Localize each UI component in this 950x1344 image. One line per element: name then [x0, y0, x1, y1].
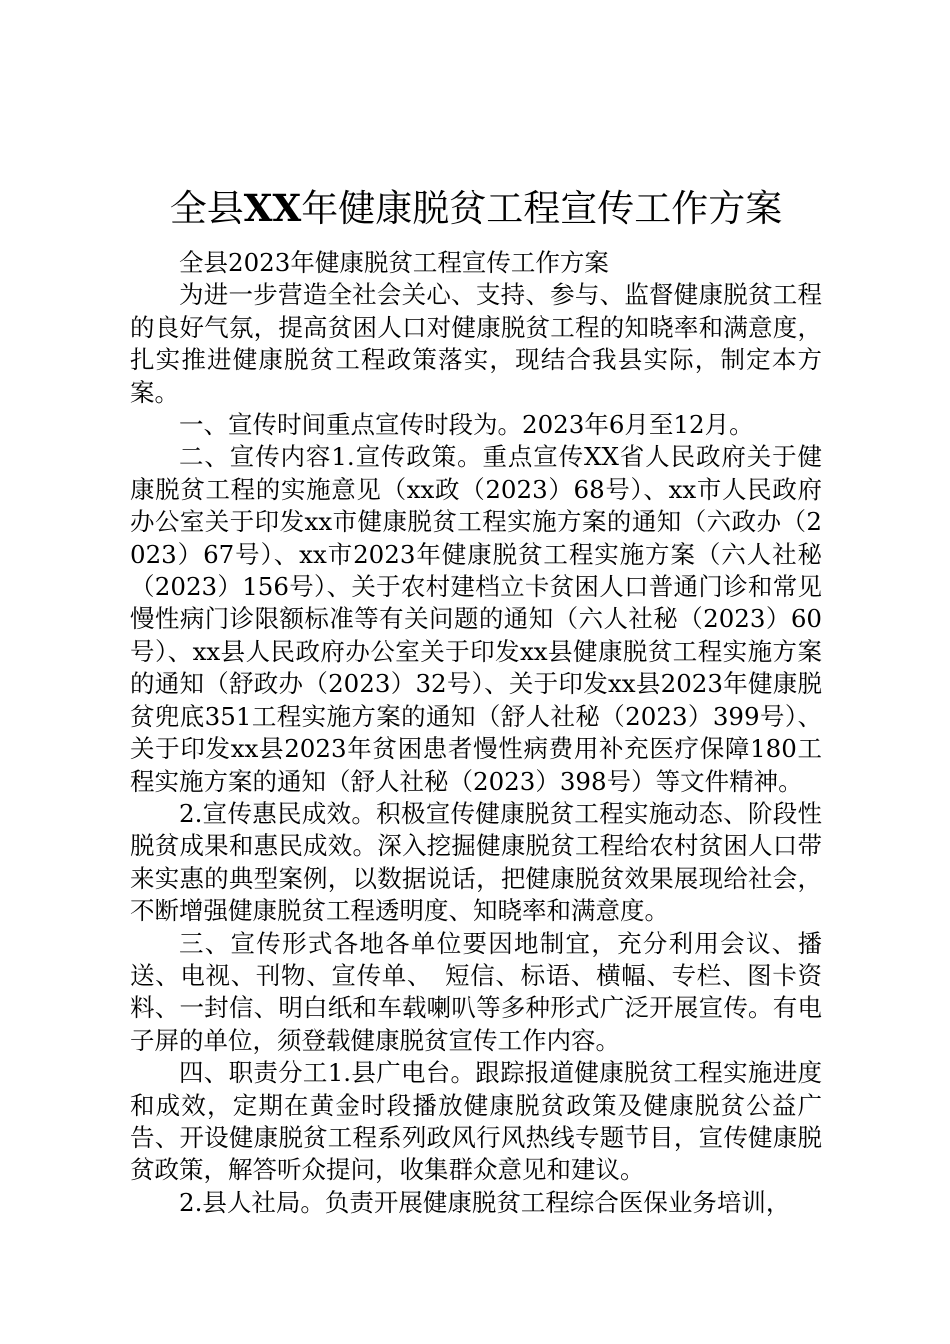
- title-suffix: 年健康脱贫工程宣传工作方案: [301, 187, 783, 230]
- paragraph-subtitle: 全县2023年健康脱贫工程宣传工作方案: [179, 248, 609, 277]
- paragraph-forms: 三、宣传形式各地各单位要因地制宜，充分利用会议、播送、电视、刊物、宣传单、 短信、标语、横幅、专栏、图卡资料、一封信、明白纸和车载喇叭等多种形式广泛开展宣传。有电子屏的单位，须登载健康脱贫宣传工作内容。: [130, 928, 822, 1055]
- paragraph-duties-hr: 2.县人社局。负责开展健康脱贫工程综合医保业务培训，: [179, 1187, 791, 1217]
- title-prefix: 全县: [169, 187, 244, 230]
- paragraph-content-effects: 2.宣传惠民成效。积极宣传健康脱贫工程实施动态、阶段性脱贫成果和惠民成效。深入挖掘健康脱贫工程给农村贫困人口带来实惠的典型案例，以数据说话，把健康脱贫效果展现给社会，不断增强健康脱贫工程透明度、知晓率和满意度。: [130, 798, 822, 926]
- title-bold: XX: [243, 186, 302, 230]
- paragraph-duties-radio: 四、职责分工1.县广电台。跟踪报道健康脱贫工程实施进度和成效，定期在黄金时段播放健康脱贫政策及健康脱贫公益广告、开设健康脱贫工程系列政风行风热线专题节目，宣传健康脱贫政策，解答听众提问，收集群众意见和建议。: [130, 1058, 822, 1185]
- paragraph-intro: 为进一步营造全社会关心、支持、参与、监督健康脱贫工程的良好气氛，提高贫困人口对健康脱贫工程的知晓率和满意度，扎实推进健康脱贫工程政策落实，现结合我县实际，制定本方案。: [130, 280, 822, 407]
- document-page: [130, 170, 822, 1219]
- paragraph-content-policy: 二、宣传内容1.宣传政策。重点宣传XX省人民政府关于健康脱贫工程的实施意见（xx政（2023）68号）、xx市人民政府办公室关于印发xx市健康脱贫工程实施方案的通知（六政办（2023）67号）、xx市2023年健康脱贫工程实施方案（六人社秘（2023）156号）、关于农村建档立卡贫困人口普通门诊和常见慢性病门诊限额标准等有关问题的通知（六人社秘（2023）60号）、xx县人民政府办公室关于印发xx县健康脱贫工程实施方案的通知（舒政办（2023）32号）、关于印发xx县2023年健康脱贫兜底351工程实施方案的通知（舒人社秘（2023）399号）、关于印发xx县2023年贫困患者慢性病费用补充医疗保障180工程实施方案的通知（舒人社秘（2023）398号）等文件精神。: [130, 442, 822, 796]
- paragraph-schedule: 一、宣传时间重点宣传时段为。2023年6月至12月。: [179, 410, 754, 440]
- document-title: [130, 170, 822, 247]
